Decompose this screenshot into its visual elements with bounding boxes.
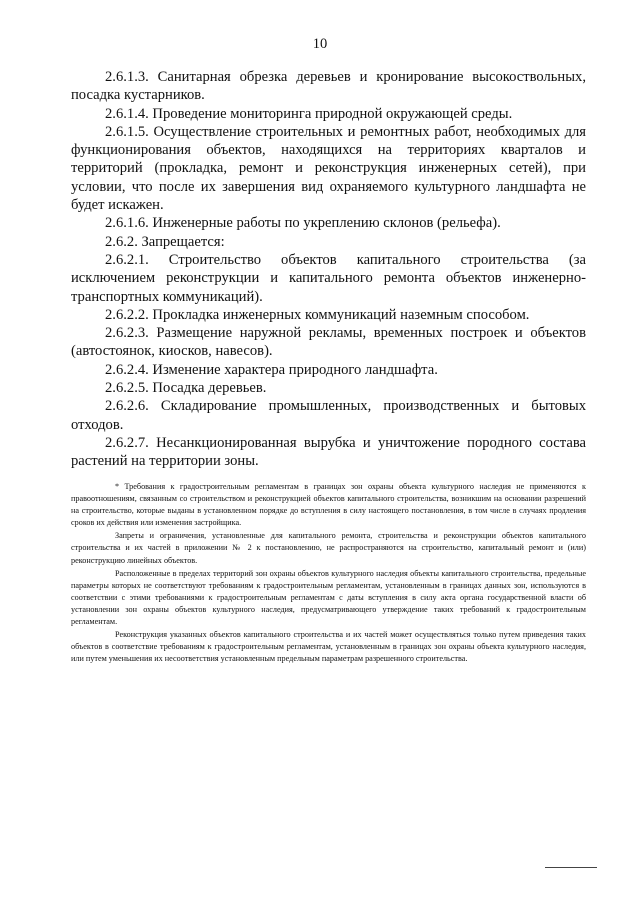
- paragraph-2-6-2-4: 2.6.2.4. Изменение характера природного ландшафта.: [105, 361, 438, 378]
- bottom-divider: [545, 867, 597, 868]
- paragraph-2-6-2-2: 2.6.2.2. Прокладка инженерных коммуникаций наземным способом.: [105, 306, 530, 323]
- footnote-4: Реконструкция указанных объектов капитального строительства и их частей может осуществляться только путем приведения таких объектов в соответствие требованиям к градостроительным регламентам, установленным в границах зон охраны объекта культурного наследия, или путем уменьшения их несоответствия установленным предельным параметрам разрешенного строительства.: [71, 630, 586, 664]
- paragraph-2-6-1-4: 2.6.1.4. Проведение мониторинга природной окружающей среды.: [105, 105, 513, 122]
- main-text: [71, 68, 586, 471]
- footnotes: [71, 481, 586, 666]
- footnote-2: Запреты и ограничения, установленные для капитального ремонта, строительства и реконструкции объектов капитального строительства и их частей в приложении № 2 к постановлению, не распространяются на строительство, капитальный ремонт и (или) реконструкцию линейных объектов.: [71, 531, 586, 565]
- paragraph-2-6-1-5: 2.6.1.5. Осуществление строительных и ремонтных работ, необходимых для функционирования объектов, находящихся на территориях кварталов и территорий (прокладка, ремонт и реконструкция инженерных сетей), при условии, что после их завершения вид охраняемого культурного ландшафта не будет искажен.: [71, 123, 586, 214]
- paragraph-2-6-2: 2.6.2. Запрещается:: [105, 233, 225, 250]
- paragraph-2-6-2-1: 2.6.2.1. Строительство объектов капитального строительства (за исключением реконструкции и капитального ремонта объектов инженерно-транспортных коммуникаций).: [71, 251, 586, 305]
- footnote-3: Расположенные в пределах территорий зон охраны объектов культурного наследия объекты капитального строительства, предельные параметры которых не соответствуют требованиям к градостроительным регламентам, установленным в границах данных зон, используются в соответствии с этими требованиями к градостроительным регламентам с даты вступления в силу акта органа государственной власти об установлении зон охраны объектов культурного наследия, предусматривающего утверждение таких требований к градостроительным регламентам.: [71, 568, 586, 627]
- paragraph-2-6-2-7: 2.6.2.7. Несанкционированная вырубка и уничтожение породного состава растений на территории зоны.: [71, 434, 586, 470]
- page-number: 10: [312, 36, 328, 52]
- footnote-1: * Требования к градостроительным регламентам в границах зон охраны объекта культурного наследия не применяются к правоотношениям, связанным со строительством и реконструкцией объектов капитального строительства, возникшим на основании разрешений на строительство, которые выданы в установленном порядке до вступления в силу настоящего постановления, в том числе в случаях продления сроков их действия или изменения застройщика.: [71, 482, 586, 528]
- paragraph-2-6-1-3: 2.6.1.3. Санитарная обрезка деревьев и кронирование высокоствольных, посадка кустарников.: [71, 69, 586, 104]
- paragraph-2-6-2-6: 2.6.2.6. Складирование промышленных, производственных и бытовых отходов.: [71, 398, 586, 433]
- paragraph-2-6-2-5: 2.6.2.5. Посадка деревьев.: [105, 380, 267, 397]
- paragraph-2-6-2-3: 2.6.2.3. Размещение наружной рекламы, временных построек и объектов (автостоянок, киосков, навесов).: [71, 325, 586, 360]
- paragraph-2-6-1-6: 2.6.1.6. Инженерные работы по укреплению склонов (рельефа).: [105, 215, 501, 232]
